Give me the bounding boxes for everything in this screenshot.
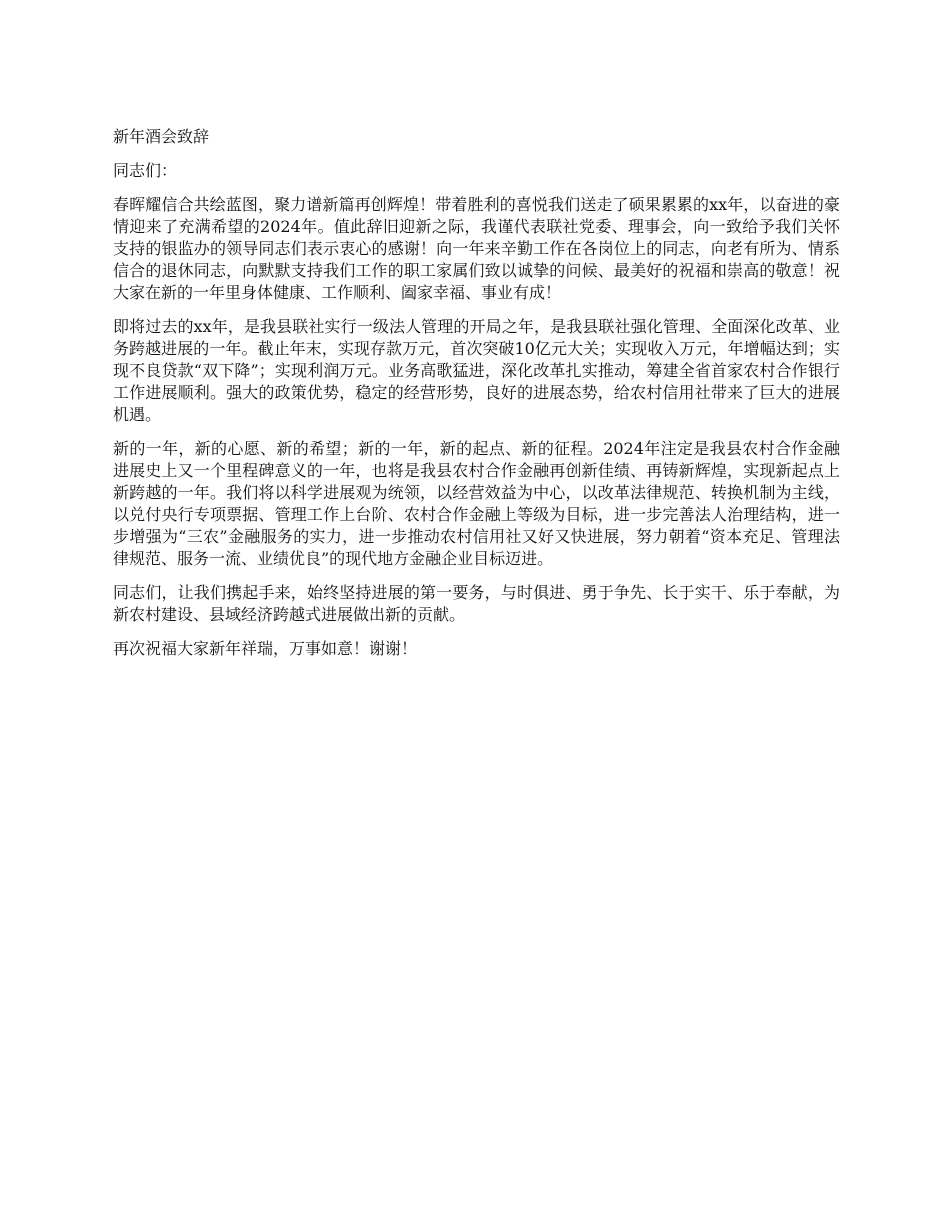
salutation: 同志们： — [113, 161, 178, 180]
document-title: 新年酒会致辞 — [113, 127, 210, 146]
paragraph-greeting: 春晖耀信合共绘蓝图，聚力谱新篇再创辉煌！带着胜利的喜悦我们送走了硕果累累的xx年，以奋进的豪情迎来了充满希望的2024年。值此辞旧迎新之际，我谨代表联社党委、理事会，向一致给予我们关怀支持的银监办的领导同志们表示衷心的感谢！向一年来辛勤工作在各岗位上的同志，向老有所为、情系信合的退休同志，向默默支持我们工作的职工家属们致以诚挚的问候、最美好的祝福和崇高的敬意！祝大家在新的一年里身体健康、工作顺利、阖家幸福、事业有成！ — [113, 195, 840, 302]
paragraph-call-to-action: 同志们，让我们携起手来，始终坚持进展的第一要务，与时俱进、勇于争先、长于实干、乐于奉献，为新农村建设、县域经济跨越式进展做出新的贡献。 — [113, 583, 840, 624]
paragraph-outlook: 新的一年，新的心愿、新的希望；新的一年，新的起点、新的征程。2024年注定是我县农村合作金融进展史上又一个里程碑意义的一年，也将是我县农村合作金融再创新佳绩、再铸新辉煌，实现新起点上新跨越的一年。我们将以科学进展观为统领，以经营效益为中心，以改革法律规范、转换机制为主线，以兑付央行专项票据、管理工作上台阶、农村合作金融上等级为目标，进一步完善法人治理结构，进一步增强为“三农”金融服务的实力，进一步推动农村信用社又好又快进展，努力朝着“资本充足、管理法律规范、服务一流、业绩优良”的现代地方金融企业目标迈进。 — [113, 439, 840, 568]
paragraph-closing: 再次祝福大家新年祥瑞，万事如意！谢谢！ — [113, 639, 418, 658]
paragraph-review: 即将过去的xx年，是我县联社实行一级法人管理的开局之年，是我县联社强化管理、全面深化改革、业务跨越进展的一年。截止年末，实现存款万元，首次突破10亿元大关；实现收入万元，年增幅达到；实现不良贷款“双下降”；实现利润万元。业务高歌猛进，深化改革扎实推动，筹建全省首家农村合作银行工作进展顺利。强大的政策优势，稳定的经营形势，良好的进展态势，给农村信用社带来了巨大的进展机遇。 — [113, 317, 840, 424]
document-page — [113, 126, 840, 672]
